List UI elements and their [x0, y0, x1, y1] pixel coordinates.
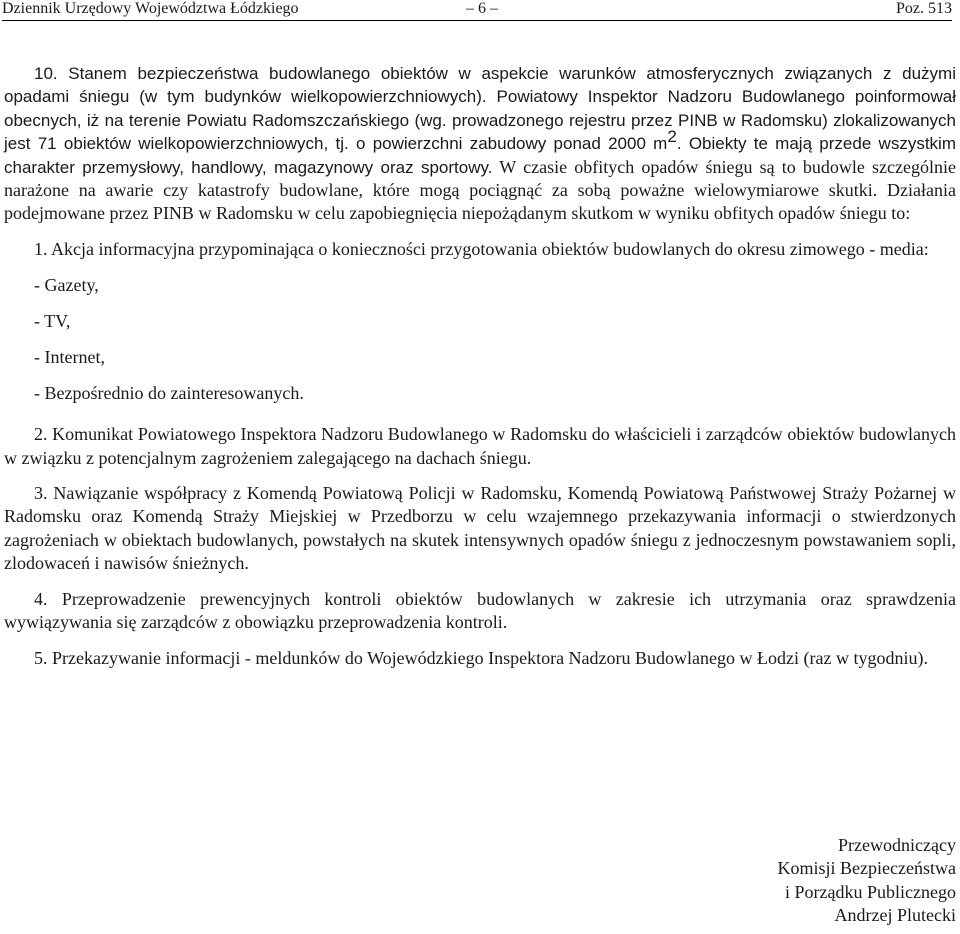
page-header — [2, 0, 952, 21]
signature-name: Andrzej Plutecki — [834, 904, 956, 925]
media-item: - TV, — [34, 311, 71, 332]
page-number: – 6 – — [466, 0, 498, 17]
intro-part3: . Obiekty te mają przede wszystkim charakter przemysłowy, handlowy, magazynowy oraz sportowy. — [4, 134, 956, 177]
intro-sup: 2 — [667, 127, 677, 147]
item-1-text: 1. Akcja informacyjna przypominająca o konieczności przygotowania obiektów budowlanych do okresu zimowego - media: — [34, 238, 929, 259]
item-4: 4. Przeprowadzenie prewencyjnych kontroli obiektów budowlanych w zakresie ich utrzymania oraz sprawdzenia wywiązywania się zarządców z obowiązku przeprowadzenia kontroli. — [4, 588, 956, 633]
intro-part1: 10. Stanem bezpieczeństwa budowlanego obiektów w aspekcie warunków atmosferycznych związanych z dużymi opadami śniegu (w tym budynków wielkopowierzchniowych). — [4, 64, 956, 107]
signature-line: Komisji Bezpieczeństwa — [777, 858, 956, 879]
media-item: - Internet, — [34, 347, 105, 368]
media-item: - Bezpośrednio do zainteresowanych. — [34, 383, 304, 404]
item-5: 5. Przekazywanie informacji - meldunków do Wojewódzkiego Inspektora Nadzoru Budowlanego w Łodzi (raz w tygodniu). — [34, 647, 928, 668]
signature-block — [778, 834, 956, 927]
signature-line: i Porządku Publicznego — [785, 881, 956, 902]
item-2: 2. Komunikat Powiatowego Inspektora Nadzoru Budowlanego w Radomsku do właścicieli i zarządców obiektów budowlanych w związku z potencjalnym zagrożeniem zalegającego na dachach śniegu. — [4, 424, 956, 468]
signature-line: Przewodniczący — [838, 835, 956, 855]
document-body — [4, 62, 956, 682]
media-list — [4, 267, 956, 411]
item-3: 3. Nawiązanie współpracy z Komendą Powiatową Policji w Radomsku, Komendą Powiatową Państwowej Straży Pożarnej w Radomsku oraz Komendą Straży Miejskiej w Przedborzu w celu wzajemnego przekazywania informacji o stwierdzonych zagrożeniach w obiektach budowlanych, powstałych na skutek intensywnych opadów śniegu z jednoczesnym powstawaniem sopli, zlodowaceń i nawisów śnieżnych. — [4, 483, 956, 574]
intro-part5: Działania podejmowane przez PINB w Radomsku w celu zapobiegnięcia niepożądanym skutkom w wyniku obfitych opadów śniegu to: — [4, 180, 956, 224]
intro-part2: Powiatowy Inspektor Nadzoru Budowlanego poinformował obecnych, iż na terenie Powiatu Radomszczańskiego (wg. prowadzonego rejestru przez PINB w Radomsku) zlokalizowanych jest 71 obiektów wielkopowierzchniowych, tj. o powierzchni zabudowy ponad 2000 m — [4, 87, 956, 154]
journal-title: Dziennik Urzędowy Województwa Łódzkiego — [2, 0, 299, 17]
intro-part4: W czasie obfitych opadów śniegu są to budowle szczególnie narażone na awarie czy katastrofy budowlane, które mogą pociągnąć za sobą poważne wielowymiarowe skutki. — [4, 156, 956, 201]
item-1 — [4, 238, 956, 411]
intro-paragraph — [4, 62, 956, 226]
media-item: - Gazety, — [34, 275, 99, 296]
position-number: Poz. 513 — [896, 0, 952, 17]
